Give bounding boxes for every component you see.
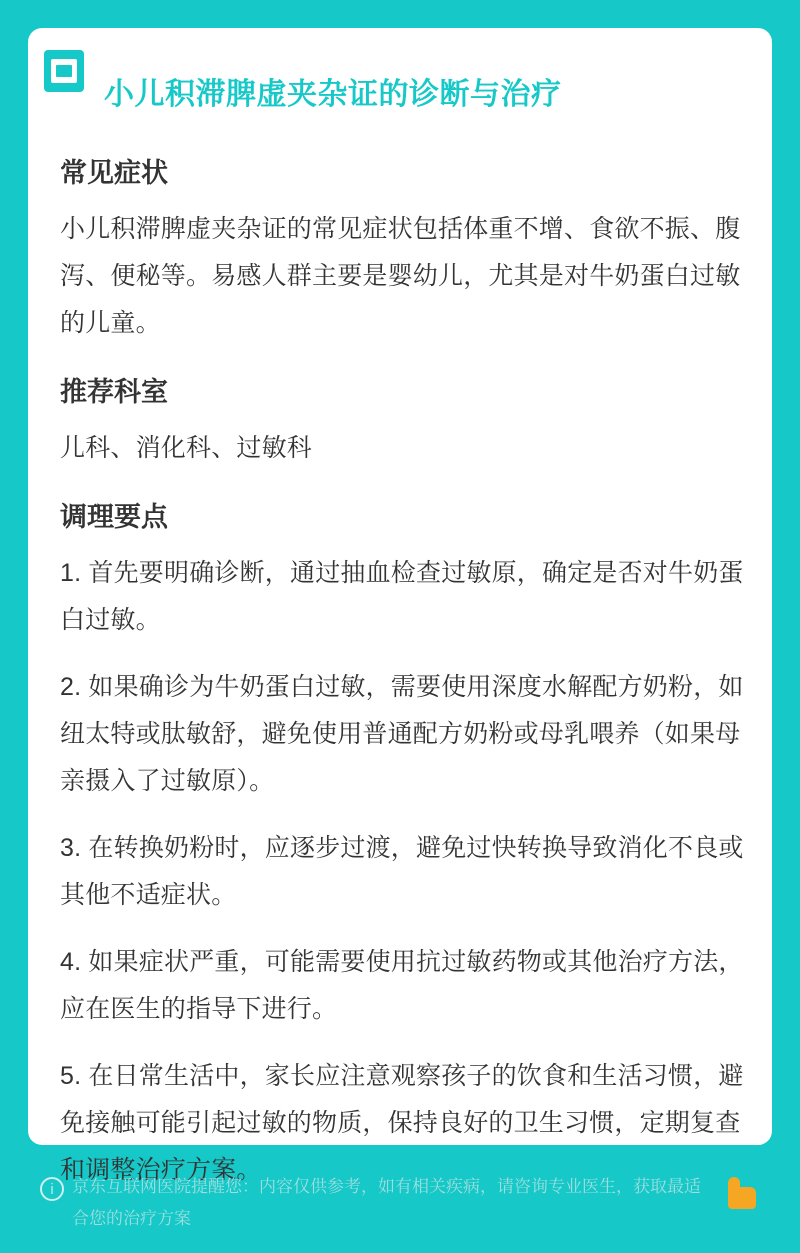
care-point-item: 3. 在转换奶粉时，应逐步过渡，避免过快转换导致消化不良或其他不适症状。 bbox=[60, 834, 744, 909]
footer-disclaimer bbox=[28, 1163, 772, 1233]
info-icon: i bbox=[40, 1177, 64, 1201]
care-point-item: 5. 在日常生活中，家长应注意观察孩子的饮食和生活习惯，避免接触可能引起过敏的物质，保持良好的卫生习惯，定期复查和调整治疗方案。 bbox=[60, 1062, 744, 1184]
article-body bbox=[60, 136, 746, 1214]
thumbs-up-icon[interactable] bbox=[722, 1175, 762, 1215]
section-heading-symptoms: 常见症状 bbox=[60, 158, 168, 188]
section-paragraph: 儿科、消化科、过敏科 bbox=[60, 434, 313, 462]
section-heading-care-points: 调理要点 bbox=[60, 502, 168, 532]
section-heading-department: 推荐科室 bbox=[60, 377, 168, 407]
care-point-item: 4. 如果症状严重，可能需要使用抗过敏药物或其他治疗方法，应在医生的指导下进行。 bbox=[60, 948, 744, 1023]
section-paragraph: 小儿积滞脾虚夹杂证的常见症状包括体重不增、食欲不振、腹泻、便秘等。易感人群主要是婴幼儿，尤其是对牛奶蛋白过敏的儿童。 bbox=[60, 215, 741, 337]
page-title: 小儿积滞脾虚夹杂证的诊断与治疗 bbox=[104, 78, 562, 111]
footer-text: 京东互联网医院提醒您：内容仅供参考，如有相关疾病，请咨询专业医生，获取最适合您的治疗方案 bbox=[72, 1177, 701, 1228]
care-point-item: 2. 如果确诊为牛奶蛋白过敏，需要使用深度水解配方奶粉，如纽太特或肽敏舒，避免使用普通配方奶粉或母乳喂养（如果母亲摄入了过敏原）。 bbox=[60, 673, 744, 795]
document-icon bbox=[44, 50, 88, 94]
care-point-item: 1. 首先要明确诊断，通过抽血检查过敏原，确定是否对牛奶蛋白过敏。 bbox=[60, 559, 744, 634]
content-card bbox=[28, 28, 772, 1184]
